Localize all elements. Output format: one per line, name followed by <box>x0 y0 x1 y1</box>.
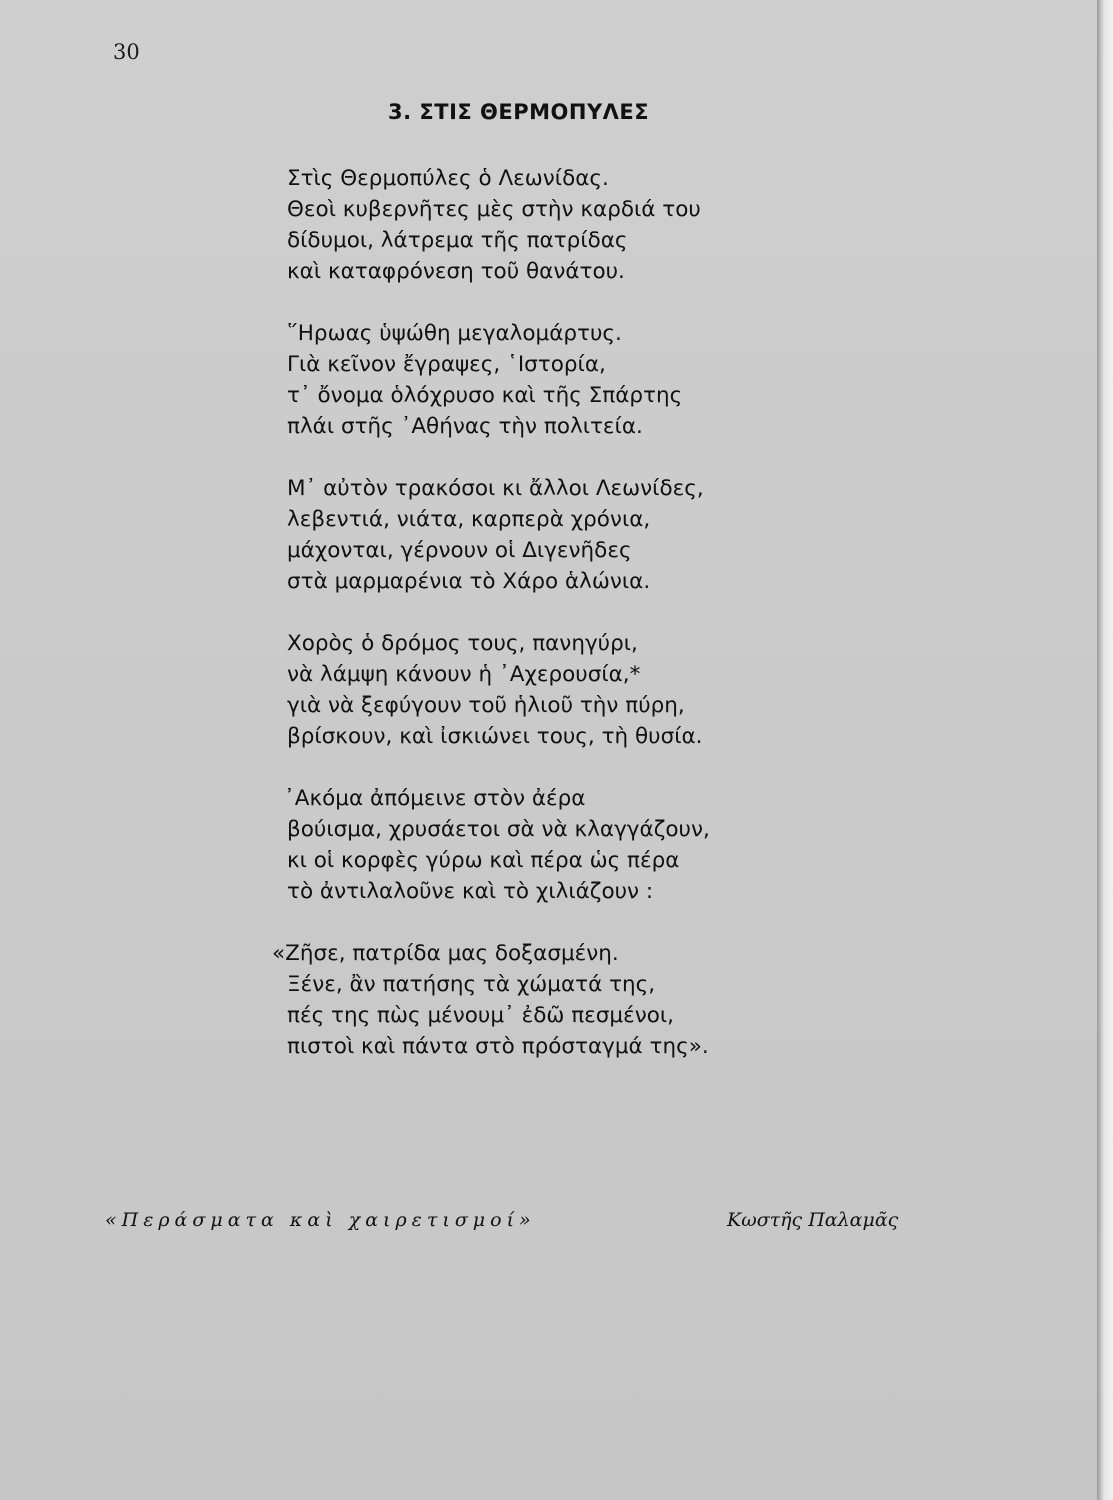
poem-line: κι οἱ κορφὲς γύρω καὶ πέρα ὡς πέρα <box>287 848 680 873</box>
source-citation: «Περάσματα καὶ χαιρετισμοί» <box>105 1209 536 1231</box>
poem-body <box>272 163 710 1062</box>
poem-line: Θεοὶ κυβερνῆτες μὲς στὴν καρδιά του <box>287 197 701 222</box>
poem-line: λεβεντιά, νιάτα, καρπερὰ χρόνια, <box>287 507 651 532</box>
poem-line: Γιὰ κεῖνον ἔγραψες, ῾Ιστορία, <box>287 352 606 377</box>
page-number: 30 <box>113 40 140 64</box>
poem-line: γιὰ νὰ ξεφύγουν τοῦ ἡλιοῦ τὴν πύρη, <box>287 693 685 718</box>
poem-line: ῞Ηρωας ὑψώθη μεγαλομάρτυς. <box>287 321 622 346</box>
stanza-5 <box>284 783 710 907</box>
stanza-3 <box>287 473 710 597</box>
author-name: Κωστῆς Παλαμᾶς <box>727 1209 899 1231</box>
poem-line: πές της πὼς μένουμ᾽ ἐδῶ πεσμένοι, <box>287 1003 674 1028</box>
page-edge-shadow <box>1097 0 1113 1500</box>
poem-line: «Ζῆσε, πατρίδα μας δοξασμένη. <box>272 941 619 966</box>
poem-line: μάχονται, γέρνουν οἱ Διγενῆδες <box>287 538 632 563</box>
poem-line: Ξένε, ἂν πατήσης τὰ χώματά της, <box>287 972 656 997</box>
poem-line: βούισμα, χρυσάετοι σὰ νὰ κλαγγάζουν, <box>287 817 710 842</box>
poem-line: Μ᾽ αὐτὸν τρακόσοι κι ἄλλοι Λεωνίδες, <box>287 476 704 501</box>
poem-title: 3. ΣΤΙΣ ΘΕΡΜΟΠΥΛΕΣ <box>388 100 650 124</box>
poem-line: πιστοὶ καὶ πάντα στὸ πρόσταγμά της». <box>287 1034 709 1059</box>
poem-line: ᾽Ακόμα ἀπόμεινε στὸν ἀέρα <box>284 786 586 811</box>
poem-line: τὸ ἀντιλαλοῦνε καὶ τὸ χιλιάζουν : <box>287 879 654 904</box>
stanza-1 <box>287 163 710 287</box>
poem-line: Στὶς Θερμοπύλες ὁ Λεωνίδας. <box>287 166 609 191</box>
poem-line: στὰ μαρμαρένια τὸ Χάρο ἁλώνια. <box>287 569 651 594</box>
poem-line: νὰ λάμψη κάνουν ἡ ᾽Αχερουσία,* <box>287 662 641 687</box>
poem-line: δίδυμοι, λάτρεμα τῆς πατρίδας <box>287 228 628 253</box>
stanza-2 <box>287 318 710 442</box>
poem-line: τ᾽ ὄνομα ὁλόχρυσο καὶ τῆς Σπάρτης <box>287 383 683 408</box>
poem-line: πλάι στῆς ᾽Αθήνας τὴν πολιτεία. <box>287 414 643 439</box>
poem-line: Χορὸς ὁ δρόμος τους, πανηγύρι, <box>287 631 638 656</box>
poem-line: βρίσκουν, καὶ ἰσκιώνει τους, τὴ θυσία. <box>287 724 703 749</box>
stanza-6 <box>272 938 710 1062</box>
stanza-4 <box>287 628 710 752</box>
poem-line: καὶ καταφρόνεση τοῦ θανάτου. <box>287 259 625 284</box>
